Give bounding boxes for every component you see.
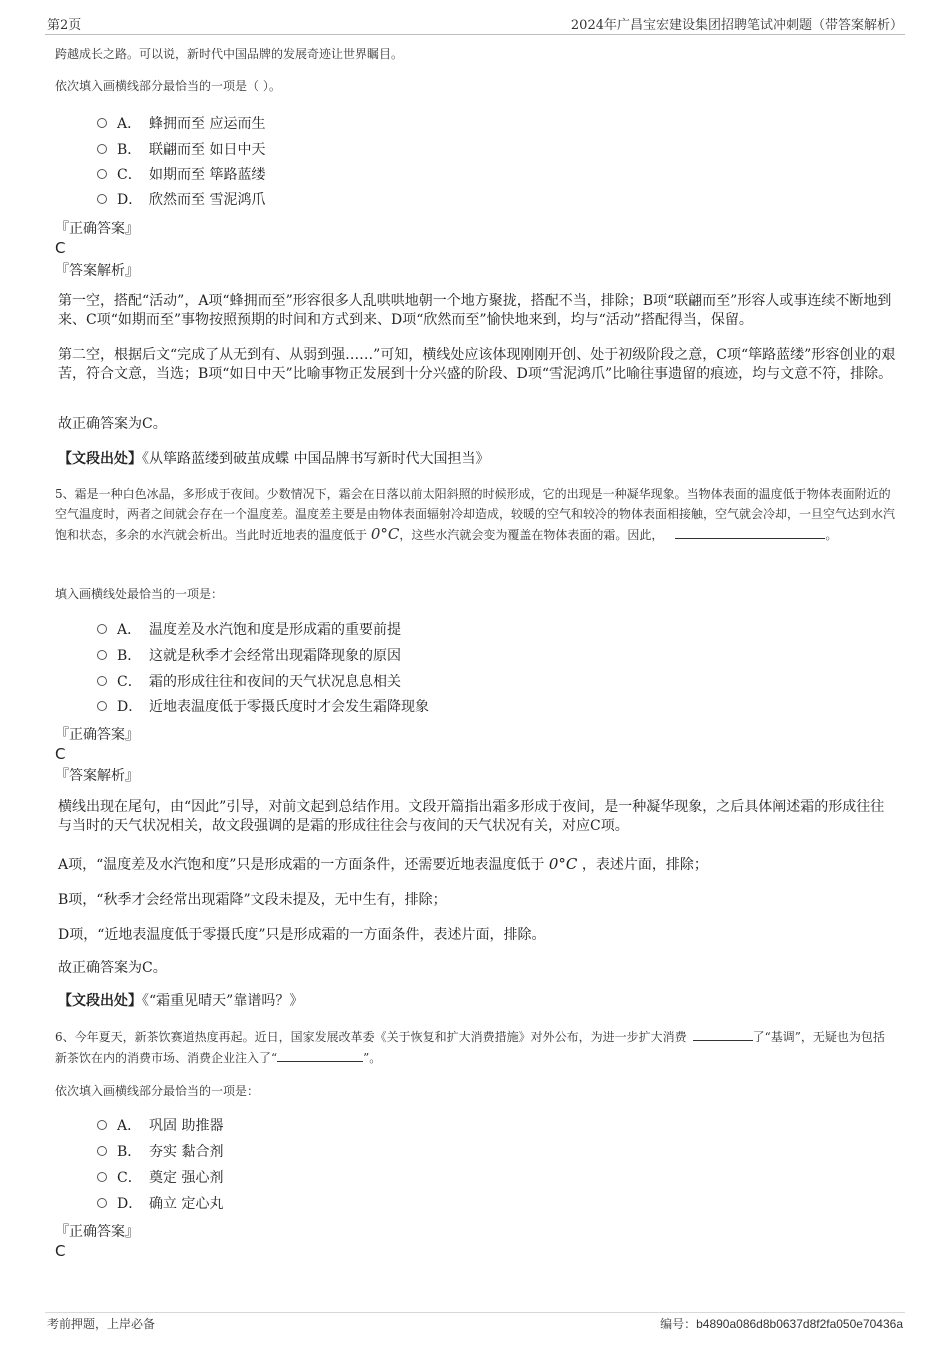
q5-analysis-5: 故正确答案为C。 xyxy=(58,960,167,976)
radio-icon[interactable] xyxy=(97,1146,107,1156)
q5-analysis-label: 『答案解析』 xyxy=(55,768,139,784)
q4-option-b[interactable]: B． 联翩而至 如日中天 xyxy=(97,140,265,160)
q5-blank xyxy=(675,524,825,539)
q4-option-d[interactable]: D． 欣然而至 雪泥鸿爪 xyxy=(97,190,265,210)
q4-stem-tail: 跨越成长之路。可以说，新时代中国品牌的发展奇迹让世界瞩目。 xyxy=(55,47,404,61)
q6-blank-1 xyxy=(693,1026,753,1041)
page-header xyxy=(45,14,905,35)
radio-icon[interactable] xyxy=(97,1120,107,1130)
q6-stem: 6、今年夏天，新茶饮赛道热度再起。近日，国家发展改革委《关于恢复和扩大消费措施》对外公布，为进一步扩大消费 了“基调”，无疑也为包括新茶饮在内的消费市场、消费企业注入了“ ”。 xyxy=(55,1026,895,1068)
q6-answer: C xyxy=(55,1242,66,1260)
q5-option-a[interactable]: A． 温度差及水汽饱和度是形成霜的重要前提 xyxy=(97,620,401,640)
q4-analysis-1: 第一空，搭配“活动”，A项“蜂拥而至”形容很多人乱哄哄地朝一个地方聚拢，搭配不当，排除；B项“联翩而至”形容人或事连续不断地到来、C项“如期而至”事物按照预期的时间和方式到来、D项“欣然而至”愉快地来到，均与“活动”搭配得当，保留。 xyxy=(58,293,892,328)
q6-option-c[interactable]: C． 奠定 强心剂 xyxy=(97,1168,223,1188)
q5-analysis-4: D项，“近地表温度低于零摄氏度”只是形成霜的一方面条件，表述片面，排除。 xyxy=(58,927,546,943)
q4-analysis-3: 故正确答案为C。 xyxy=(58,416,167,432)
radio-icon[interactable] xyxy=(97,650,107,660)
q5-analysis-1: 横线出现在尾句，由“因此”引导，对前文起到总结作用。文段开篇指出霜多形成于夜间，是一种凝华现象，之后具体阐述霜的形成往往与当时的天气状况相关，故文段强调的是霜的形成往往会与夜间的天气状况有关，对应C项。 xyxy=(58,799,885,834)
document-title: 2024年广昌宝宏建设集团招聘笔试冲刺题（带答案解析） xyxy=(570,18,903,33)
q6-prompt: 依次填入画横线部分最恰当的一项是： xyxy=(55,1084,260,1098)
q5-option-c[interactable]: C． 霜的形成往往和夜间的天气状况息息相关 xyxy=(97,672,401,692)
q4-option-a[interactable]: A． 蜂拥而至 应运而生 xyxy=(97,114,265,134)
footer-code: 编号：b4890a086d8b0637d8f2fa050e70436a xyxy=(660,1317,903,1331)
q4-answer: C xyxy=(55,239,66,257)
page-number: 第2页 xyxy=(47,18,82,33)
radio-icon[interactable] xyxy=(97,1198,107,1208)
radio-icon[interactable] xyxy=(97,701,107,711)
footer-slogan: 考前押题，上岸必备 xyxy=(47,1317,156,1331)
q5-analysis-3: B项，“秋季才会经常出现霜降”文段未提及，无中生有，排除； xyxy=(58,892,447,908)
q6-blank-2 xyxy=(277,1047,363,1062)
radio-icon[interactable] xyxy=(97,624,107,634)
radio-icon[interactable] xyxy=(97,144,107,154)
q4-analysis-2: 第二空，根据后文“完成了从无到有、从弱到强……”可知，横线处应该体现刚刚开创、处于初级阶段之意，C项“筚路蓝缕”形容创业的艰苦，符合文意，当选；B项“如日中天”比喻事物正发展到十分兴盛的阶段、D项“雪泥鸿爪”比喻往事遗留的痕迹，均与文意不符，排除。 xyxy=(58,347,896,382)
radio-icon[interactable] xyxy=(97,169,107,179)
q4-analysis-label: 『答案解析』 xyxy=(55,263,139,279)
page-footer xyxy=(45,1312,905,1335)
q5-analysis-2: A项，“温度差及水汽饱和度”只是形成霜的一方面条件，还需要近地表温度低于 0°C ，表述片面，排除； xyxy=(58,855,708,873)
radio-icon[interactable] xyxy=(97,194,107,204)
q5-prompt: 填入画横线处最恰当的一项是： xyxy=(55,587,224,601)
radio-icon[interactable] xyxy=(97,1172,107,1182)
q4-answer-label: 『正确答案』 xyxy=(55,221,139,237)
q6-option-b[interactable]: B． 夯实 黏合剂 xyxy=(97,1142,223,1162)
q6-option-a[interactable]: A． 巩固 助推器 xyxy=(97,1116,223,1136)
q5-analysis-math-temp: 0°C xyxy=(548,855,578,873)
q4-prompt: 依次填入画横线部分最恰当的一项是（ ）。 xyxy=(55,79,281,93)
q5-answer-label: 『正确答案』 xyxy=(55,727,139,743)
q5-math-temp: 0°C xyxy=(370,525,400,543)
radio-icon[interactable] xyxy=(97,118,107,128)
q5-option-d[interactable]: D． 近地表温度低于零摄氏度时才会发生霜降现象 xyxy=(97,697,429,717)
q6-option-d[interactable]: D． 确立 定心丸 xyxy=(97,1194,223,1214)
radio-icon[interactable] xyxy=(97,676,107,686)
q6-answer-label: 『正确答案』 xyxy=(55,1224,139,1240)
q5-source: 【文段出处】《“霜重见晴天”靠谱吗？》 xyxy=(58,993,304,1009)
q4-source: 【文段出处】《从筚路蓝缕到破茧成蝶 中国品牌书写新时代大国担当》 xyxy=(58,451,490,467)
q5-option-b[interactable]: B． 这就是秋季才会经常出现霜降现象的原因 xyxy=(97,646,401,666)
q5-stem: 5、霜是一种白色冰晶，多形成于夜间。少数情况下，霜会在日落以前太阳斜照的时候形成，它的出现是一种凝华现象。当物体表面的温度低于物体表面附近的空气温度时，两者之间就会存在一个温度差。温度差主要是由物体表面辐射冷却造成，较暖的空气和较冷的物体表面相接触，空气就会冷却，一旦空气达到水汽饱和状态，多余的水汽就会析出。当此时近地表的温度低于 0°C，这些水汽就会变为覆盖在物体表面的霜。因此， 。 xyxy=(55,487,896,543)
q4-option-c[interactable]: C． 如期而至 筚路蓝缕 xyxy=(97,165,265,185)
q5-answer: C xyxy=(55,745,66,763)
